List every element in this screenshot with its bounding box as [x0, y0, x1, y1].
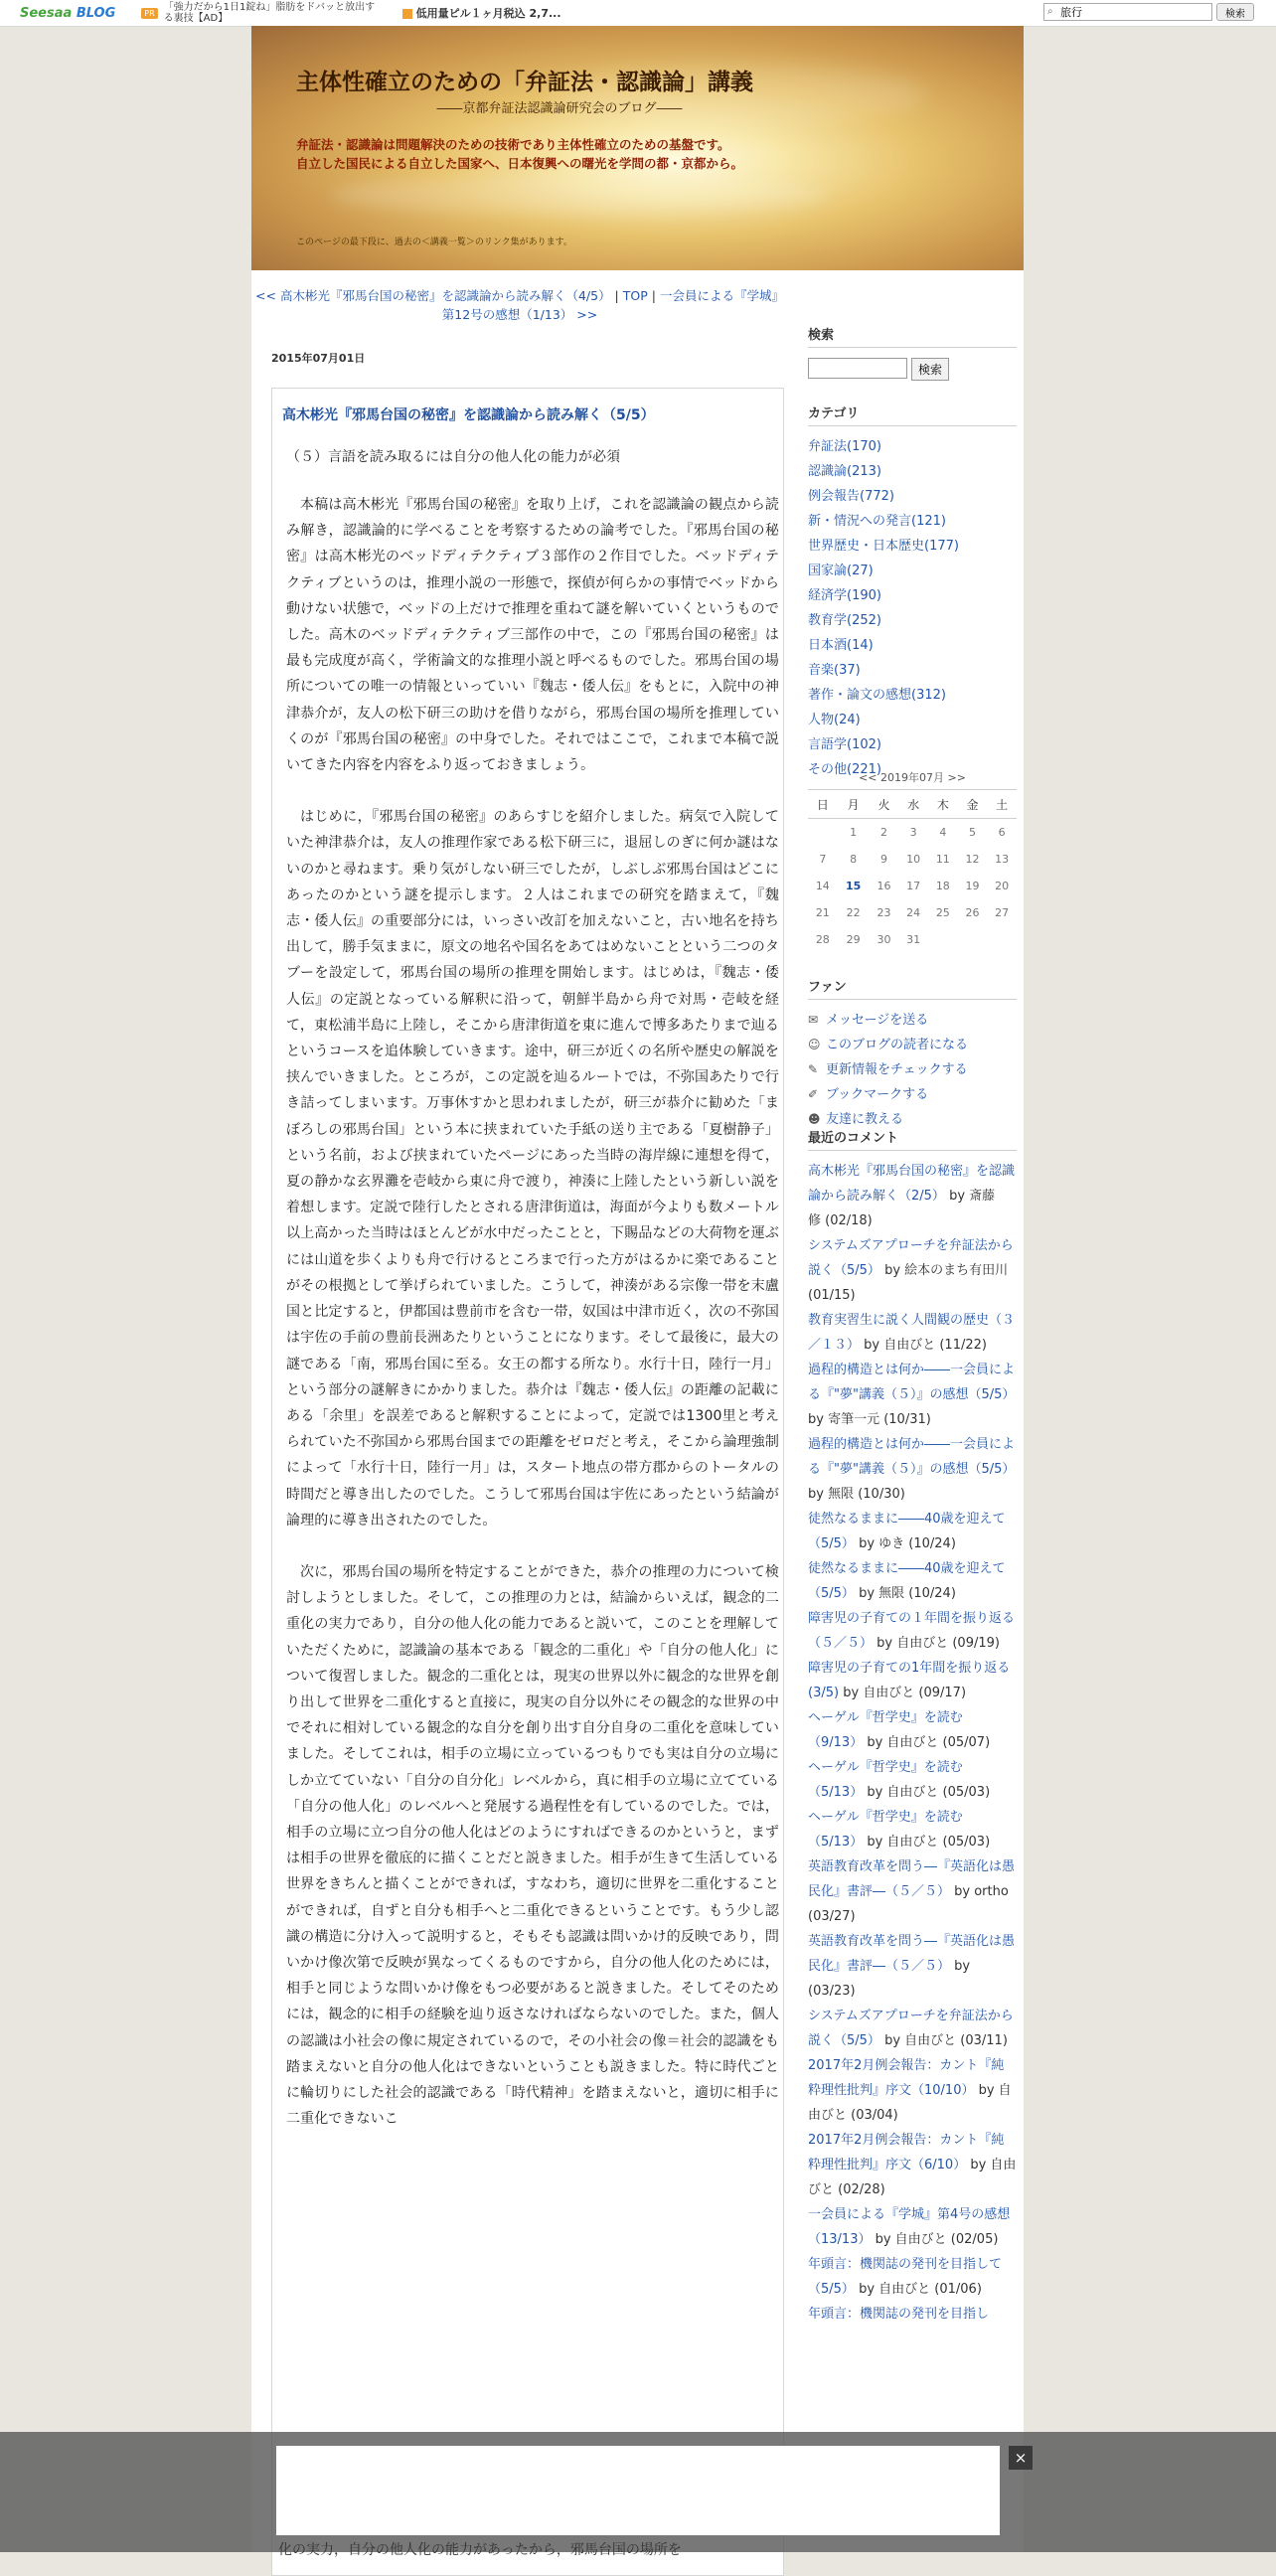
- recent-comment-link[interactable]: 2017年2月例会報告：カント『純粋理性批判』序文（6/10）: [808, 2133, 1005, 2173]
- recent-comment-link[interactable]: 年頭言：機関誌の発刊を目指して（5/5）: [808, 2257, 1003, 2297]
- recent-comment-author: by 自由びと (05/03): [863, 1835, 991, 1850]
- calendar-day: 8: [850, 853, 858, 866]
- calendar-day: 24: [906, 906, 921, 919]
- calendar-day: [958, 926, 988, 953]
- calendar-day: 16: [877, 880, 891, 892]
- overlay-ad-bar: [0, 2432, 1276, 2558]
- recent-comment-author: by 自由びと (01/06): [854, 2282, 982, 2297]
- recent-comment-item: [808, 2004, 1017, 2053]
- article: [271, 388, 784, 2576]
- recent-comment-link[interactable]: 教育実習生に説く人間観の歴史（３／１３）: [808, 1313, 1016, 1353]
- blog-description-line: 自立した国民による自立した国家へ、日本復興への曙光を学問の都・京都から。: [296, 156, 744, 171]
- recent-comment-item: [808, 1159, 1017, 1233]
- calendar-day: 10: [906, 853, 921, 866]
- recent-comment-item: [808, 2053, 1017, 2128]
- calendar-day: 6: [998, 826, 1006, 839]
- recent-comment-link[interactable]: 年頭言：機関誌の発刊を目指し: [808, 2307, 990, 2322]
- calendar-table: [808, 789, 1017, 953]
- article-paragraph: 本稿は高木彬光『邪馬台国の秘密』を取り上げ，これを認識論の観点から読み解き，認識論的に学べることを考察するための論考でした。『邪馬台国の秘密』は高木彬光のベッドディテクティブ３部作の２作目でした。ベッドディテクティブというのは，推理小説の一形態で，探偵が何らかの事情でベッドから動けない状態で，ベッドの上だけで推理を重ねて謎を解いていくというものでした。高木のベッドディテクティブ三部作の中で，この『邪馬台国の秘密』は最も完成度が高く，学術論文的な推理小説と呼べるものでした。邪馬台国の場所についての唯一の情報といっていい『魏志・倭人伝』をもとに，入院中の神津恭介が，友人の松下研三の助けを借りながら，邪馬台国の場所を推理していくのが『邪馬台国の秘密』の中身でした。それではここで，これまで本稿で説いてきた内容を内容をふり返っておきましょう。: [286, 497, 780, 774]
- fan-link[interactable]: メッセージを送る: [826, 1013, 929, 1028]
- recent-comment-author: by 自由びと (09/19): [873, 1636, 1000, 1651]
- recent-comments-heading: 最近のコメント: [808, 1127, 1017, 1151]
- recent-comment-item: [808, 1929, 1017, 2004]
- calendar-dow: 日: [808, 790, 838, 819]
- calendar-day: 17: [906, 880, 921, 892]
- calendar-day: 18: [935, 880, 950, 892]
- category-link[interactable]: 例会報告(772): [808, 489, 894, 504]
- overlay-ad-slot[interactable]: [276, 2446, 1000, 2535]
- search-icon: ⌕: [1047, 6, 1053, 17]
- calendar-day: 30: [877, 933, 891, 946]
- recent-comment-link[interactable]: 過程的構造とは何か――一会員による『"夢"講義（５）』の感想（5/5）: [808, 1363, 1016, 1402]
- recent-comment-author: by 無限 (10/30): [808, 1487, 905, 1502]
- recent-comment-link[interactable]: ヘーゲル『哲学史』を読む（5/13）: [808, 1810, 963, 1850]
- friend-icon: ☻: [808, 1112, 821, 1126]
- calendar-day: 21: [815, 906, 830, 919]
- calendar-day: [928, 926, 958, 953]
- calendar-day: 25: [935, 906, 950, 919]
- recent-comment-link[interactable]: 障害児の子育ての1年間を振り返る(3/5): [808, 1661, 1011, 1700]
- calendar-day: 29: [846, 933, 861, 946]
- recent-comment-author: by 自由びと (03/11): [879, 2033, 1008, 2048]
- recent-comment-author: by 自由びと (02/28): [808, 2158, 1017, 2197]
- recent-comment-author: by 自由びと (05/07): [863, 1735, 991, 1750]
- recent-comment-item: [808, 2202, 1017, 2252]
- category-link[interactable]: その他(221): [808, 762, 881, 777]
- calendar-week: [808, 873, 1017, 899]
- calendar-day: 3: [909, 826, 917, 839]
- blog-title[interactable]: 主体性確立のための「弁証法・認識論」講義: [296, 69, 753, 95]
- search-heading: 検索: [808, 324, 1017, 348]
- article-subtitle: （５）言語を読み取るには自分の他人化の能力が必須: [286, 449, 620, 465]
- fan-list: [808, 1008, 1017, 1132]
- recent-comment-link[interactable]: 障害児の子育ての１年間を振り返る（５／５）: [808, 1611, 1016, 1651]
- calendar-dow: 木: [928, 790, 958, 819]
- calendar-day: [808, 819, 838, 847]
- post-navigation: [251, 286, 788, 324]
- calendar-week: [808, 899, 1017, 926]
- mail-icon: ✉: [808, 1013, 819, 1027]
- category-list: [808, 434, 1017, 782]
- calendar-dow: 金: [958, 790, 988, 819]
- calendar-week: [808, 926, 1017, 953]
- calendar-dow-row: [808, 790, 1017, 819]
- calendar-week: [808, 819, 1017, 847]
- recent-comment-link[interactable]: 徒然なるままに――40歳を迎えて（5/5）: [808, 1561, 1006, 1601]
- calendar-day[interactable]: 15: [846, 880, 862, 892]
- recent-comment-author: by 自由びと (02/05): [871, 2232, 999, 2247]
- ad-badge-icon: [402, 9, 412, 19]
- top-bar: [0, 0, 1276, 27]
- recent-comment-link[interactable]: ヘーゲル『哲学史』を読む（5/13）: [808, 1760, 963, 1800]
- category-item: [808, 608, 1017, 633]
- calendar-day: 31: [906, 933, 921, 946]
- nav-separator: |: [610, 288, 623, 303]
- article-title[interactable]: 高木彬光『邪馬台国の秘密』を認識論から読み解く（5/5）: [282, 407, 655, 423]
- category-widget: [808, 402, 1017, 782]
- category-item: [808, 434, 1017, 459]
- fan-link[interactable]: このブログの読者になる: [826, 1038, 969, 1052]
- top-link[interactable]: TOP: [622, 288, 648, 303]
- recent-comment-item: [808, 2252, 1017, 2302]
- calendar-widget: [808, 769, 1017, 953]
- fan-widget: [808, 976, 1017, 1132]
- recent-comment-link[interactable]: 高木彬光『邪馬台国の秘密』を認識論から読み解く（2/5）: [808, 1164, 1016, 1204]
- recent-comment-item: [808, 1755, 1017, 1805]
- category-item: [808, 708, 1017, 732]
- post-date: 2015年07月01日: [271, 352, 366, 365]
- article-paragraph: 次に，邪馬台国の場所を特定することができた，恭介の推理の力について検討しようとしました。そして，この推理の力とは，結論からいえば，観念的二重化の実力であり，自分の他人化の能力であると説いて，このことを理解していただくために，認識論の基本である「観念的二重化」や「自分の他人化」について復習しました。観念的二重化とは，現実の世界以外に観念的な世界を創り出して世界を二重化すると直接に，現実の自分以外にその観念的な世界の中でそれに相対している観念的な自分を創り出す自分自身の二重化を意味していました。そしてこれは，相手の立場に立っているつもりでも実は自分の立場にしか立てていない「自分の自分化」レベルから，真に相手の立場に立てている「自分の他人化」のレベルへと発展する過程性を有しているのでした。では，相手の立場に立つ自分の他人化はどのようにすればできるのかというと，まずは相手の世界を徹底的に描くことだと説きました。相手が生きて生活している世界をきちんと描くことができれば，すなわち，適切に世界を二重化することができれば，自ずと自分も相手へと二重化できるということです。もう少し認識の構造に分け入って説明すると，そもそも認識は問いかけ的反映であり，問いかけ像次第で反映が異なってくるものですから，自分の他人化のためには，相手と同じような問いかけ像をもつ必要があると説きました。そしてそのためには，観念的に相手の経験を辿り返さなければならないのでした。また，個人の認識は小社会の像に規定されているので，その小社会の像＝社会的認識をも踏まえないと自分の他人化はできないということも説きました。特に時代ごとに輪切りにした社会的認識である「時代精神」を踏まえないと，適切に相手に二重化できないこ: [286, 1563, 779, 2128]
- top-ad-link-2-text: 低用量ピル１ヶ月税込 2,7...: [415, 7, 561, 20]
- calendar-day: 19: [965, 880, 980, 892]
- recent-comment-item: [808, 1656, 1017, 1705]
- category-heading: カテゴリ: [808, 402, 1017, 426]
- next-post-link[interactable]: 一会員による『学城』第12号の感想（1/13） >>: [441, 288, 784, 322]
- category-link[interactable]: 著作・論文の感想(312): [808, 688, 946, 703]
- calendar-day: 22: [846, 906, 861, 919]
- calendar-day: 14: [815, 880, 830, 892]
- recent-comment-item: [808, 1233, 1017, 1308]
- fan-item: [808, 1008, 1017, 1033]
- calendar-dow: 火: [870, 790, 899, 819]
- calendar-day: 9: [880, 853, 888, 866]
- recent-comment-link[interactable]: ヘーゲル『哲学史』を読む（9/13）: [808, 1710, 963, 1750]
- calendar-day: 5: [968, 826, 976, 839]
- calendar-day: 28: [815, 933, 830, 946]
- recent-comment-item: [808, 1358, 1017, 1432]
- recent-comment-link[interactable]: 英語教育改革を問う―『英語化は愚民化』書評―（５／５）: [808, 1934, 1016, 1974]
- prev-post-link[interactable]: << 高木彬光『邪馬台国の秘密』を認識論から読み解く（4/5）: [255, 288, 611, 303]
- recent-comment-author: by 自由びと (03/04): [808, 2083, 1012, 2123]
- top-search-input[interactable]: [1043, 3, 1212, 21]
- recent-comment-author: by 無限 (10/24): [854, 1586, 956, 1601]
- calendar-month[interactable]: << 2019年07月 >>: [859, 771, 966, 784]
- category-item: [808, 683, 1017, 708]
- category-item: [808, 583, 1017, 608]
- recent-comments-widget: [808, 1127, 1017, 2327]
- update-icon: ✎: [808, 1062, 819, 1076]
- category-item: [808, 633, 1017, 658]
- category-item: [808, 484, 1017, 509]
- category-link[interactable]: 認識論(213): [808, 464, 881, 479]
- recent-comment-author: by 斎藤 修 (02/18): [808, 1189, 1009, 1228]
- recent-comment-item: [808, 1606, 1017, 1656]
- recent-comment-link[interactable]: 一会員による『学城』第4号の感想（13/13）: [808, 2207, 1011, 2247]
- category-item: [808, 559, 1017, 583]
- bookmark-icon: ✐: [808, 1087, 819, 1101]
- recent-comment-item: [808, 1308, 1017, 1358]
- blog-subtitle: ――京都弁証法認識論研究会のブログ――: [436, 101, 683, 116]
- sidebar-search-button[interactable]: 検索: [911, 358, 949, 381]
- blog-description: [296, 135, 743, 173]
- category-link[interactable]: 国家論(27): [808, 564, 874, 578]
- recent-comment-author: by 自由びと (09/17): [839, 1686, 967, 1700]
- category-item: [808, 534, 1017, 559]
- calendar-day: 2: [880, 826, 888, 839]
- recent-comment-item: [808, 1507, 1017, 1556]
- blog-note: このページの最下段に、過去の＜講義一覧＞のリンク集があります。: [296, 238, 572, 247]
- top-ad-link-1[interactable]: 「強力だから1日1錠ね」脂肪をドバッと放出する裏技【AD】: [163, 2, 376, 24]
- recent-comment-author: by ortho (03/27): [808, 1884, 1009, 1924]
- blog-header: [251, 26, 1024, 270]
- calendar-day: 13: [995, 853, 1010, 866]
- category-link[interactable]: 新・情況への発言(121): [808, 514, 946, 529]
- recent-comment-author: by 寄筆一元 (10/31): [808, 1412, 931, 1427]
- article-paragraph: はじめに，『邪馬台国の秘密』のあらすじを紹介しました。病気で入院していた神津恭介は，友人の推理作家である松下研三に，退屈しのぎに何か謎はないのかと尋ねます。乗り気がしない研三でしたが，しぶしぶ邪馬台国はどこにあったのかという謎を提示します。２人はこれまでの研究を踏まえて，『魏志・倭人伝』の重要部分には，いっさい改訂を加えないこと，古い地名を持ち出して，勝手気ままに，原文の地名や国名をあてはめないことという二つのタブーを設定して，邪馬台国の場所の推理を開始します。はじめは，『魏志・倭人伝』の定説となっている解釈に沿って，朝鮮半島から舟で対馬・壱岐を経て，東松浦半島に上陸し，そこから唐津街道を東に進んで博多あたりまで辿るというコースを追体験していきます。途中，研三が近くの名所や歴史の解説を挟んでいきました。ところが，この定説を辿るルートでは，不弥国あたりで行き詰ってしまいます。万事休すかと思われましたが，研三が恭介に勧めた「まぼろしの邪馬台国」という本に挟まれていた手紙の送り主である「夏樹静子」という名前，および挟まれていたページにあった当時の海岸線に連想を得て，夏の静かな玄界灘を壱岐から東に舟で渡り，神湊に上陸したという新しい説を着想します。定説で陸行したとされる唐津街道は，海面が今よりも数メートル以上高かった当時はほとんどが水中だったことと，下賜品などの大荷物を運ぶには山道を歩くよりも舟で行けるところまで行った方がはるかに楽であることがその根拠として挙げられていました。こうして，神湊がある宗像一帯を末盧国と比定すると，伊都国は豊前市を含む一帯，奴国は中津市近く，次の不弥国は宇佐の手前の豊前長洲あたりということになります。そして最後に，最大の謎である「南，邪馬台国に至る。女王の都する所なり。水行十日，陸行一月」という部分の謎解きにかかりました。恭介は『魏志・倭人伝』の距離の記載にある「余里」を誤差であると解釈することによって，定説では1300里と考えられていた不弥国から邪馬台国までの距離をゼロだと考え，そこから論理強制によって「水行十日，陸行一月」は，スタート地点の帯方郡からのトータルの時間だと導き出したのでした。こうして邪馬台国は宇佐にあったという結論が論理的に導き出されたのでした。: [286, 809, 779, 1529]
- article-body: [286, 492, 779, 2158]
- calendar-body: [808, 819, 1017, 954]
- fan-item: [808, 1033, 1017, 1057]
- calendar-dow: 月: [838, 790, 870, 819]
- calendar-dow: 土: [987, 790, 1017, 819]
- calendar-day: 27: [995, 906, 1010, 919]
- recent-comment-author: by ゆき (10/24): [854, 1536, 956, 1551]
- category-link[interactable]: 弁証法(170): [808, 439, 881, 454]
- article-text-peek: 化の実力，自分の他人化の能力があったから，邪馬台国の場所を: [278, 2542, 682, 2558]
- close-icon[interactable]: ×: [1009, 2446, 1033, 2470]
- calendar-day: 11: [935, 853, 950, 866]
- category-link[interactable]: 人物(24): [808, 713, 861, 727]
- top-search: [1043, 3, 1254, 21]
- sidebar-search-input[interactable]: [808, 358, 907, 379]
- recent-comment-item: [808, 1805, 1017, 1854]
- recent-comment-author: by 自由びと (11/22): [860, 1338, 987, 1353]
- calendar-day: 1: [850, 826, 858, 839]
- calendar-dow: 水: [898, 790, 928, 819]
- search-widget: [808, 324, 1017, 381]
- calendar-day: 20: [995, 880, 1010, 892]
- recent-comment-link[interactable]: 過程的構造とは何か――一会員による『"夢"講義（５）』の感想（5/5）: [808, 1437, 1016, 1477]
- page-wrapper: [251, 26, 1024, 2552]
- category-link[interactable]: 世界歴史・日本歴史(177): [808, 539, 959, 554]
- fan-heading: ファン: [808, 976, 1017, 1000]
- recent-comment-item: [808, 2128, 1017, 2202]
- recent-comment-author: by (03/23): [808, 1959, 971, 1999]
- fan-link[interactable]: ブックマークする: [826, 1087, 929, 1102]
- pr-badge: PR: [141, 8, 157, 19]
- category-link[interactable]: 音楽(37): [808, 663, 861, 678]
- recent-comment-link[interactable]: システムズアプローチを弁証法から説く（5/5）: [808, 2009, 1014, 2048]
- fan-link[interactable]: 友達に教える: [826, 1112, 904, 1127]
- fan-link[interactable]: 更新情報をチェックする: [826, 1062, 968, 1077]
- sidebar-search-row: [808, 358, 1017, 381]
- recent-comment-item: [808, 2302, 1017, 2327]
- calendar-day: 7: [819, 853, 827, 866]
- calendar-week: [808, 846, 1017, 873]
- recent-comment-link[interactable]: 徒然なるままに――40歳を迎えて（5/5）: [808, 1512, 1006, 1551]
- top-search-button[interactable]: 検索: [1216, 3, 1254, 21]
- category-item: [808, 459, 1017, 484]
- calendar-day: [987, 926, 1017, 953]
- header-cloud-decor: [331, 175, 828, 215]
- recent-comment-link[interactable]: 英語教育改革を問う―『英語化は愚民化』書評―（５／５）: [808, 1859, 1016, 1899]
- category-link[interactable]: 経済学(190): [808, 588, 881, 603]
- blog-description-line: 弁証法・認識論は問題解決のための技術であり主体性確立のための基盤です。: [296, 137, 730, 152]
- category-link[interactable]: 教育学(252): [808, 613, 881, 628]
- calendar-day: 12: [965, 853, 980, 866]
- category-item: [808, 658, 1017, 683]
- recent-comment-item: [808, 1854, 1017, 1929]
- calendar-day: 23: [877, 906, 891, 919]
- category-item: [808, 509, 1017, 534]
- recent-comments-list: [808, 1159, 1017, 2327]
- recent-comment-item: [808, 1705, 1017, 1755]
- fan-item: [808, 1057, 1017, 1082]
- top-ad-link-2[interactable]: [402, 5, 561, 21]
- recent-comment-author: by 自由びと (05/03): [863, 1785, 991, 1800]
- reader-icon: ☺: [808, 1038, 821, 1051]
- recent-comment-author: by 絵本のまち有田川 (01/15): [808, 1263, 1009, 1303]
- calendar-day: 4: [939, 826, 947, 839]
- recent-comment-link[interactable]: システムズアプローチを弁証法から説く（5/5）: [808, 1238, 1014, 1278]
- calendar-day: 26: [965, 906, 980, 919]
- seesaa-logo[interactable]: Seesaa BLOG: [20, 5, 116, 21]
- category-item: [808, 732, 1017, 757]
- category-link[interactable]: 日本酒(14): [808, 638, 874, 653]
- recent-comment-link[interactable]: 2017年2月例会報告：カント『純粋理性批判』序文（10/10）: [808, 2058, 1005, 2098]
- recent-comment-item: [808, 1432, 1017, 1507]
- fan-item: [808, 1082, 1017, 1107]
- recent-comment-item: [808, 1556, 1017, 1606]
- nav-separator: |: [647, 288, 660, 303]
- category-link[interactable]: 言語学(102): [808, 737, 881, 752]
